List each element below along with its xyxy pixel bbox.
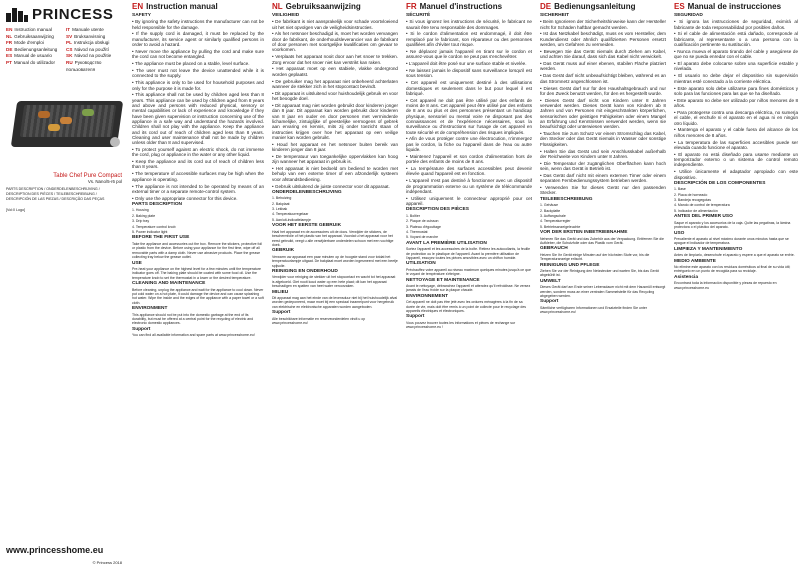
part-item: 3. Bandeja recogegotas <box>674 198 711 203</box>
part-item: 3. Plateau d'égouttage <box>406 224 441 229</box>
language-item <box>6 53 62 60</box>
cleaning-text: Before cleaning, unplug the appliance and wait for the appliance to cool down. Never put cold water on a hot plate, it could damage the device and can cause splashing hot water. Wipe the inside and the edges of the appliance with a paper towel or a soft cloth. <box>132 287 264 305</box>
before-text: Nehmen Sie das Gerät und das Zubehör aus der Verpackung. Entfernen Sie die Aufkleber, die Schutzfolie oder das Plastik vom Gerät. <box>540 236 664 245</box>
language-code: CS <box>66 46 73 52</box>
safety-item: • Only use the appropriate connector for this device. <box>132 196 264 201</box>
environment-text: Cet appareil ne doit pas être jeté avec les ordures ménagères à la fin de sa durée de vie, mais doit être remis à un point de collecte pour le recyclage des appareils électriques et électroniques. <box>406 300 527 314</box>
language-name: Manual de usuario <box>14 53 52 59</box>
support-text: Sämtliche verfügbaren Informationen und Ersatzteile finden Sie unter www.princesshome.eu! <box>540 305 648 315</box>
column-en <box>128 0 268 575</box>
environment-heading: ENVIRONMENT <box>132 306 168 312</box>
safety-item: • Ne déplacez jamais l'appareil en tirant sur le cordon et assurez-vous que le cordon ne peut pas s'enchevêtrer. <box>406 49 532 60</box>
support-text: Alle beschikbare informatie en reserveonderdelen vindt u op www.princesshome.eu! <box>272 316 366 325</box>
section-title <box>540 2 666 11</box>
support-heading: Support <box>272 310 291 316</box>
language-item <box>66 53 122 60</box>
part-item: 2. Bakplaat <box>272 201 290 206</box>
safety-item: • La temperatura de las superficies accesibles puede ser elevada cuando funcione el aparato. <box>674 140 798 151</box>
section-title-text: Instruction manual <box>146 2 218 11</box>
section-code: ES <box>674 2 685 11</box>
section-code: FR <box>406 2 417 11</box>
safety-item: • Cet appareil est uniquement destiné à des utilisations domestiques et seulement dans le but pour lequel il est fabriqué. <box>406 80 532 96</box>
brand-name: PRINCESS <box>32 6 114 23</box>
safety-item: • Utilisez uniquement le connecteur approprié pour cet appareil. <box>406 196 532 207</box>
environment-heading: ENVIRONNEMENT <box>406 293 449 299</box>
support-text: You can find all available information and spare parts at www.princesshome.eu! <box>132 333 255 338</box>
safety-item: • Si le cordon d'alimentation est endommagé, il doit être remplacé par le fabricant, son réparateur ou des personnes qualifiées afin d'éviter tout risque. <box>406 31 532 47</box>
language-code: NL <box>6 33 13 39</box>
part-item: 5. Indicador de alimentación <box>674 208 718 213</box>
safety-section <box>406 13 532 206</box>
website-url[interactable]: www.princesshome.eu <box>6 545 104 555</box>
safety-item: • This appliance shall not be used by children aged less than 8 years. This appliance can be used by children aged from 8 years and above and persons with reduced physical, sensory or mental capabilities or lack of experience and knowledge if they have been given supervision or instruction concerning use of the appliance in a safe way and understand the hazards involved. Children shall not play with the appliance. Keep the appliance and its cord out of reach of children aged less than 8 years. Cleaning and user maintenance shall not be made by children unless older than 8 and supervised. <box>132 92 264 145</box>
part-item: 4. Temperatuurregelaar <box>272 212 309 217</box>
support-heading: Support <box>540 299 559 305</box>
safety-item: • La température des surfaces accessibles peut devenir élevée quand l'appareil est en fonction. <box>406 166 532 177</box>
safety-item: • Never move the appliance by pulling the cord and make sure the cord can not become entangled. <box>132 49 264 60</box>
environment-heading: MEDIO AMBIENTE <box>674 258 716 264</box>
language-code: DE <box>6 46 13 52</box>
part-item: 5. Betriebsanzeigeleuchte <box>540 224 581 229</box>
safety-item: • Ne laissez jamais le dispositif sans surveillance lorsqu'il est sous tension. <box>406 68 532 79</box>
safety-item: • To protect yourself against an electric shock, do not immerse the cord, plug or appliance in the water or any other liquid. <box>132 147 264 158</box>
safety-item: • Ist das Netzkabel beschädigt, muss es vom Hersteller, dem Kundendienst oder ähnlich qualifizierten Personen ersetzt werden, um Gefahren zu vermeiden. <box>540 31 666 47</box>
section-code: DE <box>540 2 552 11</box>
part-item: 5. Power indicator light <box>132 230 168 235</box>
safety-item: • Si ignora las instrucciones de seguridad, eximirá al fabricante de toda responsabilidad por posibles daños. <box>674 19 798 30</box>
language-item <box>6 34 62 41</box>
support-heading: Support <box>406 314 425 320</box>
safety-item: • Verplaats het apparaat nooit door aan het snoer te trekken. Zorg ervoor dat het snoer niet kan verstrikt kan raken. <box>272 54 398 65</box>
language-item <box>6 40 62 47</box>
safety-item: • Bewegen Sie das Gerät niemals durch Ziehen am Kabel, und achten Sie darauf, dass sich das Kabel nicht verwickelt. <box>540 49 666 60</box>
safety-item: • The temperature of accessible surfaces may be high when the appliance is operating. <box>132 171 264 182</box>
part-item: 5. Aan/uit-indicatielampje <box>272 217 311 222</box>
safety-item: • L'appareil n'est pas destiné à fonctionner avec un dispositif de programmation externe ou un système de télécommande indépendant. <box>406 178 532 194</box>
language-code: RU <box>66 59 73 65</box>
column-nl <box>268 0 402 575</box>
safety-item: • If the supply cord is damaged, it must be replaced by the manufacturer, its service agent or similarly qualified persons in order to avoid a hazard. <box>132 31 264 47</box>
safety-item: • Este aparato no debe ser utilizado por niños menores de 8 años. <box>674 98 798 109</box>
column-de <box>536 0 670 575</box>
safety-item: • Die Temperatur der zugänglichen Oberflächen kann hoch sein, wenn das Gerät in Betrieb ist. <box>540 161 666 172</box>
safety-item: • This appliance is only to be used for household purposes and only for the purpose it is made for. <box>132 80 264 91</box>
language-code: IT <box>66 27 71 32</box>
section-code: EN <box>132 2 144 11</box>
language-name: Manual do utilizador <box>13 59 55 65</box>
safety-item: • Halten Sie das Gerät und sein Anschlusskabel außerhalb der Reichweite von Kindern unter 8 Jahren. <box>540 149 666 160</box>
before-text: Haal het apparaat en de accessoires uit de doos. Verwijder de stickers, de beschermfolie of het plastic van het apparaat. Voordat u het apparaat voor het eerst gebruikt, veegt u alle verwijderbare onderdelen schoon met een vochtige doek. <box>272 229 394 247</box>
cleaning-heading: REINIGUNG UND PFLEGE <box>540 262 600 268</box>
before-text: Sortez l'appareil et les accessoires de la boîte. Retirez les autocollants, la feuille de protection ou le plastique de l'appareil. Avant la première utilisation de l'appareil, essuyez toutes les pièces amovibles avec un chiffon humide. <box>406 247 531 260</box>
use-text: Heizen Sie Ihr Gerät einige Minuten auf der höchsten Stufe vor, bis die Temperaturanzeige erlischt. <box>540 252 650 262</box>
parts-heading: TEILEBESCHREIBUNG <box>540 196 593 202</box>
details-section <box>132 203 264 338</box>
language-code: EN <box>6 27 13 32</box>
safety-item: • Cet appareil ne doit pas être utilisé par des enfants de moins de 8 ans. Cet appareil peut être utilisé par des enfants de 8 ans ou plus et des personnes présentant un handicap physique, sensoriel ou mental voire ne disposant pas des connaissances et de l'expérience nécessaires, sous la surveillance ou d'instructions sur l'usage de cet appareil en toute sécurité et de compréhension des risques impliqués. <box>406 98 532 135</box>
language-item <box>66 60 122 73</box>
use-text: Préchauffez votre appareil au niveau maximum quelques minutes jusqu'à ce que le voyant de température s'éteigne. <box>406 267 531 277</box>
language-name: Manuale utente <box>72 27 104 32</box>
language-name: Bedienungsanleitung <box>14 46 58 52</box>
knob-icon <box>110 137 120 147</box>
details-section <box>540 198 666 315</box>
part-item: 2. Backplatte <box>540 208 561 213</box>
cleaning-heading: NETTOYAGE ET MAINTENANCE <box>406 277 480 283</box>
language-code: ES <box>6 53 13 59</box>
environment-text: Dit apparaat mag aan het einde van de levensduur niet bij het huishoudelijk afval worden gedeponeerd, maar moet bij een speciaal inzamelpunt voor hergebruik van elektrische en elektronische apparaten worden aangeboden. <box>272 295 398 309</box>
before-text: Take the appliance and accessories out the box. Remove the stickers, protective foil or plastic from the device. Before using your appliance for the first time, wipe off all removable parts with a damp cloth. Never use abrasive products. Place the grease collecting tray below the grease outlet. <box>132 241 262 260</box>
use-text: Precaliente el aparato al nivel máximo durante unos minutos hasta que se apague el indicador de temperatura. <box>674 236 789 246</box>
language-item <box>66 27 122 34</box>
use-heading: UTILISATION <box>406 261 436 267</box>
language-name: Gebruiksaanwijzing <box>14 33 54 39</box>
parts-heading: PARTS DESCRIPTION <box>132 202 183 208</box>
safety-item: • Este aparato solo debe utilizarse para fines domésticos y solo para las funciones para las que se ha diseñado. <box>674 86 798 97</box>
part-item: 1. Base <box>674 187 686 192</box>
language-name: Návod na použití <box>74 46 109 52</box>
language-name: Instruction manual <box>14 27 52 32</box>
crown-icon <box>6 8 28 22</box>
part-item: 1. Housing <box>132 208 149 213</box>
safety-item: • The appliance must be placed on a stable, level surface. <box>132 61 264 66</box>
before-text: Saque el aparato y los accesorios de la caja. Quite las pegatinas, la lámina protectora o el plástico del aparato. <box>674 220 791 230</box>
environment-text: This appliance should not be put into the domestic garbage at the end of its durability, but must be offered at a central point for the recycling of electric and electronic domestic appliances. <box>132 312 254 326</box>
environment-text: Dieses Gerät darf am Ende seiner Lebensdauer nicht mit dem Hausmüll entsorgt werden, sondern muss an einer zentralen Sammelstelle für das Recycling abgegeben werden. <box>540 285 666 299</box>
safety-item: • Nunca mueva el aparato tirando del cable y asegúrese de que no se pueda enredar con el cable. <box>674 49 798 60</box>
brand-logo <box>6 6 122 23</box>
safety-item: • Dieses Gerät darf nicht von Kindern unter 8 Jahren verwendet werden. Dieses Gerät kann von Kindern ab 8 Jahren und von Personen mit eingeschränkten körperlichen, sensorischen oder geistigen Fähigkeiten oder einem Mangel an Erfahrung und Kenntnissen verwendet werden, wenn sie beaufsichtigt oder unterwiesen werden. <box>540 98 666 130</box>
safety-item: • Para protegerse contra una descarga eléctrica, no sumerja el cable, el enchufe ni el aparato en el agua ni en ningún otro líquido. <box>674 110 798 126</box>
environment-heading: UMWELT <box>540 278 561 284</box>
safety-item: • Das Gerät darf nicht mit einem externen Timer oder einem separaten Fernbedienungssystem betrieben werden. <box>540 173 666 184</box>
language-name: Instrukcja obsługi <box>73 40 110 46</box>
safety-section <box>540 13 666 196</box>
environment-heading: MILIEU <box>272 289 289 295</box>
cleaning-heading: LIMPIEZA Y MANTENIMIENTO <box>674 246 743 252</box>
safety-heading: SEGURIDAD <box>674 13 703 18</box>
safety-item: • Dit apparaat is uitsluitend voor huishoudelijk gebruik en voor het beoogde doel. <box>272 91 398 102</box>
product-image <box>8 79 120 171</box>
use-text: Pre-heat your appliance on the highest level for a few minutes until the temperature indicator goes off. The baking plate should be coated with some food oil. Use the temperature knob to set the thermostat in a lower or the desired temperature. <box>132 266 261 280</box>
use-heading: GEBRUIK <box>272 248 295 254</box>
safety-heading: SÉCURITÉ <box>406 13 431 18</box>
safety-item: • Dieses Gerät darf nur für den Haushaltsgebrauch und nur für den Zweck benutzt werden, für den es hergestellt wurde. <box>540 86 666 97</box>
safety-item: • Beim Ignorieren der Sicherheitshinweise kann der Hersteller nicht für Schäden haftbar gemacht werden. <box>540 19 666 30</box>
support-heading: Support <box>132 326 151 332</box>
part-item: 4. Thermostat <box>406 229 428 234</box>
use-text: Verwarm uw apparaat een paar minuten op de hoogste stand voor totdat het temperatuurlampje uitgaat. De bakplaat moet worden ingesmeerd met een beetje spijsolie. <box>272 254 398 268</box>
safety-item: • El usuario no debe dejar el dispositivo sin supervisión mientras esté conectado a la corriente eléctrica. <box>674 73 798 84</box>
column-fr <box>402 0 536 575</box>
safety-item: • Het apparaat moet op een stabiele, vlakke ondergrond worden geplaatst. <box>272 66 398 77</box>
safety-section <box>674 13 798 180</box>
language-item <box>66 34 122 41</box>
cleaning-text: Avant le nettoyage, débranchez l'appareil et attendez qu'il refroidisse. Ne versez jamais de l'eau froide sur la plaque chaude. <box>406 284 531 293</box>
part-item: 1. Boîtier <box>406 213 421 218</box>
language-code: PL <box>66 40 72 46</box>
safety-heading: SICHERHEIT <box>540 13 570 18</box>
section-title-text: Bedienungsanleitung <box>554 2 636 11</box>
language-code: FR <box>6 40 13 46</box>
parts-heading: DESCRIPCIÓN DE LOS COMPONENTES <box>674 180 766 186</box>
cleaning-text: Verwijder voor reiniging de stekker uit het stopcontact en wacht tot het apparaat is afgekoeld. Giet nooit koud water op een hete plaat; dit kan het apparaat beschadigen en spatten van heet water veroorzaken. <box>272 275 396 289</box>
environment-text: No elimine este aparato con los residuos domésticos al final de su vida útil; entréguelo en un punto de recogida para su reciclaje. <box>674 264 791 274</box>
cleaning-heading: CLEANING AND MAINTENANCE <box>132 281 206 287</box>
product-variant: Vs. Nano/5-r6 pol <box>87 179 122 185</box>
safety-item: • Gebruik uitsluitend de juiste connector voor dit apparaat. <box>272 184 398 189</box>
before-heading: ANTES DEL PRIMER USO <box>674 214 733 220</box>
language-list <box>6 27 122 73</box>
language-item <box>66 40 122 47</box>
safety-item: • Si vous ignorez les instructions de sécurité, le fabricant ne saurait être tenu responsable des dommages. <box>406 19 532 30</box>
before-heading: BEFORE THE FIRST USE <box>132 235 190 241</box>
part-item: 5. Voyant de marche <box>406 235 439 240</box>
parts-heading: DESCRIPTION DES PIÈCES <box>406 207 469 213</box>
part-item: 2. Plaque de cuisson <box>406 219 439 224</box>
safety-item: • El aparato no está diseñado para usarse mediante un temporizador externo o un sistema de control remoto independiente. <box>674 152 798 168</box>
safety-item: • The user must not leave the device unattended while it is connected to the supply. <box>132 68 264 79</box>
safety-item: • Tauchen Sie zum Schutz vor einem Stromschlag das Kabel, den Stecker oder das Gerät niemals in Wasser oder sonstige Flüssigkeiten. <box>540 131 666 147</box>
use-heading: USE <box>132 260 142 266</box>
safety-item: • De fabrikant is niet aansprakelijk voor schade voortvloeiend uit het niet opvolgen van de veiligheidsinstructies. <box>272 19 398 30</box>
safety-item: • El aparato debe colocarse sobre una superficie estable y nivelada. <box>674 61 798 72</box>
product-name: Table Chef Pure Compact <box>53 173 122 180</box>
language-name: Руководство пользователя <box>66 59 102 72</box>
safety-item: • Afin de vous protéger contre une électrocution, n'immergez pas le cordon, la fiche ou l'appareil dans de l'eau ou autre liquide. <box>406 136 532 152</box>
safety-item: • Als het netsnoer beschadigd is, moet het worden vervangen door de fabrikant, de onderhoudsleverancier van de fabrikant of door personen met soortgelijke kwalificaties om gevaar te voorkomen. <box>272 31 398 52</box>
safety-heading: VEILIGHEID <box>272 13 300 18</box>
language-code: SK <box>66 53 73 59</box>
safety-item: • Das Gerät muss auf einer ebenen, stabilen Fläche platziert werden. <box>540 61 666 72</box>
part-item: 2. Placa de horneado <box>674 192 708 197</box>
parts-heading: ONDERDELENBESCHRIJVING <box>272 189 342 195</box>
safety-item: • Maintenez l'appareil et son cordon d'alimentation hors de portée des enfants de moins de 8 ans. <box>406 154 532 165</box>
safety-item: • Das Gerät darf nicht unbeaufsichtigt bleiben, während es an das Stromnetz angeschlossen ist. <box>540 73 666 84</box>
before-heading: VOOR HET EERSTE GEBRUIK <box>272 223 342 229</box>
part-item: 3. Auffangschale <box>540 213 566 218</box>
section-code: NL <box>272 2 283 11</box>
section-title-text: Manual de instrucciones <box>687 2 782 11</box>
safety-heading: SAFETY <box>132 13 151 18</box>
safety-section <box>132 13 264 201</box>
part-item: 4. Mando de control de temperatura <box>674 203 730 208</box>
language-name: Návod na použitie <box>74 53 112 59</box>
section-title-text: Gebruiksaanwijzing <box>285 2 361 11</box>
cleaning-text: Antes de limpiarlo, desenchufe el aparato y espere a que el aparato se enfríe. <box>674 253 795 258</box>
part-item: 1. Gehäuse <box>540 203 559 208</box>
cleaning-text: Ziehen Sie vor der Reinigung den Netzstecker und warten Sie, bis das Gerät abgekühlt ist. <box>540 269 659 278</box>
safety-item: • Houd het apparaat en het netsnoer buiten bereik van kinderen jonger dan 8 jaar. <box>272 142 398 153</box>
copyright: © Princess 2018 <box>92 560 122 565</box>
section-title <box>132 2 264 11</box>
part-item: 4. Temperaturregler <box>540 219 571 224</box>
language-name: Bruksanvisning <box>74 33 106 39</box>
safety-item: • By ignoring the safety instructions the manufacturer can not be held responsible for the damage. <box>132 19 264 30</box>
safety-item: • Si el cable de alimentación está dañado, corresponde al fabricante, al representante o a una persona con la cualificación pertinente su sustitución. <box>674 31 798 47</box>
safety-section <box>272 13 398 189</box>
language-item <box>6 60 62 73</box>
language-code: PT <box>6 59 12 65</box>
support-text: Vous pouvez trouver toutes les informations et pièces de rechange sur www.princesshome.eu ! <box>406 320 516 330</box>
part-item: 2. Baking plate <box>132 213 156 218</box>
section-title <box>272 2 398 11</box>
part-item: 3. Drip tray <box>132 219 150 224</box>
safety-item: • Verwenden Sie für dieses Gerät nur den passenden Stecker. <box>540 185 666 196</box>
safety-item: • Utilice únicamente el adaptador apropiado con este dispositivo. <box>674 169 798 180</box>
safety-item: • L'appareil doit être posé sur une surface stable et nivelée. <box>406 61 532 66</box>
safety-item: • De temperatuur van toegankelijke oppervlakken kan hoog zijn wanneer het apparaat in gebruik is. <box>272 154 398 165</box>
before-heading: VOR DER ERSTEN INBETRIEBNAHME <box>540 230 628 236</box>
details-section <box>674 182 798 290</box>
language-name: Mode d'emploi <box>14 40 44 46</box>
section-title <box>674 2 798 11</box>
support-text: Encontrará toda la información disponible y piezas de repuesto en www.princesshome.eu <box>674 281 777 290</box>
details-section <box>406 208 532 329</box>
part-item: 1. Behuizing <box>272 196 292 201</box>
part-item: 4. Temperature control knob <box>132 224 176 229</box>
safety-item: • Mantenga el aparato y el cable fuera del alcance de los niños menores de 8 años. <box>674 127 798 138</box>
section-title-text: Manuel d'instructions <box>419 2 503 11</box>
details-section <box>272 191 398 326</box>
use-heading: USO <box>674 230 685 236</box>
section-title <box>406 2 532 11</box>
language-code: SV <box>66 33 73 39</box>
parts-caption: PARTS DESCRIPTION / ONDERDELENBESCHRIJVING / DESCRIPTION DES PIÈCES / TEILEBESCHREIBUNG / DESCRIPCIÓN DE LAS PIEZAS / DESCRIÇÃO DAS PEÇAS <box>6 187 105 202</box>
before-heading: AVANT LA PREMIÈRE UTILISATION <box>406 240 487 246</box>
use-heading: GEBRAUCH <box>540 246 568 252</box>
language-item <box>6 47 62 54</box>
part-item: 3. Lekbak <box>272 207 288 212</box>
support-heading: Asistencia <box>674 274 698 280</box>
cover-panel <box>0 0 128 575</box>
cleaning-heading: REINIGING EN ONDERHOUD <box>272 268 338 274</box>
safety-item: • The appliance is not intended to be operated by means of an external timer or a separate remote-control system. <box>132 184 264 195</box>
label-tag: [Vol:0 Logo] <box>6 208 25 213</box>
language-item <box>6 27 62 34</box>
safety-item: • Het apparaat is niet bedoeld om bediend te worden met behulp van een externe timer of een afzonderlijk systeem voor afstandsbediening. <box>272 166 398 182</box>
safety-item: • De gebruiker mag het apparaat niet onbeheerd achterlaten wanneer de stekker zich in het stopcontact bevindt. <box>272 79 398 90</box>
language-item <box>66 47 122 54</box>
safety-item: • Keep the appliance and its cord out of reach of children less than 8 years. <box>132 159 264 170</box>
safety-item: • Dit apparaat mag niet worden gebruikt door kinderen jonger dan 8 jaar. Dit apparaat kan worden gebruikt door kinderen van 8 jaar en ouder en door personen met verminderde lichamelijke, zintuiglijke of geestelijke vermogens of gebrek aan ervaring en kennis, mits zij onder toezicht staan of instructies krijgen over hoe het apparaat op een veilige manier kan worden gebruikt. <box>272 103 398 140</box>
column-es <box>670 0 802 575</box>
